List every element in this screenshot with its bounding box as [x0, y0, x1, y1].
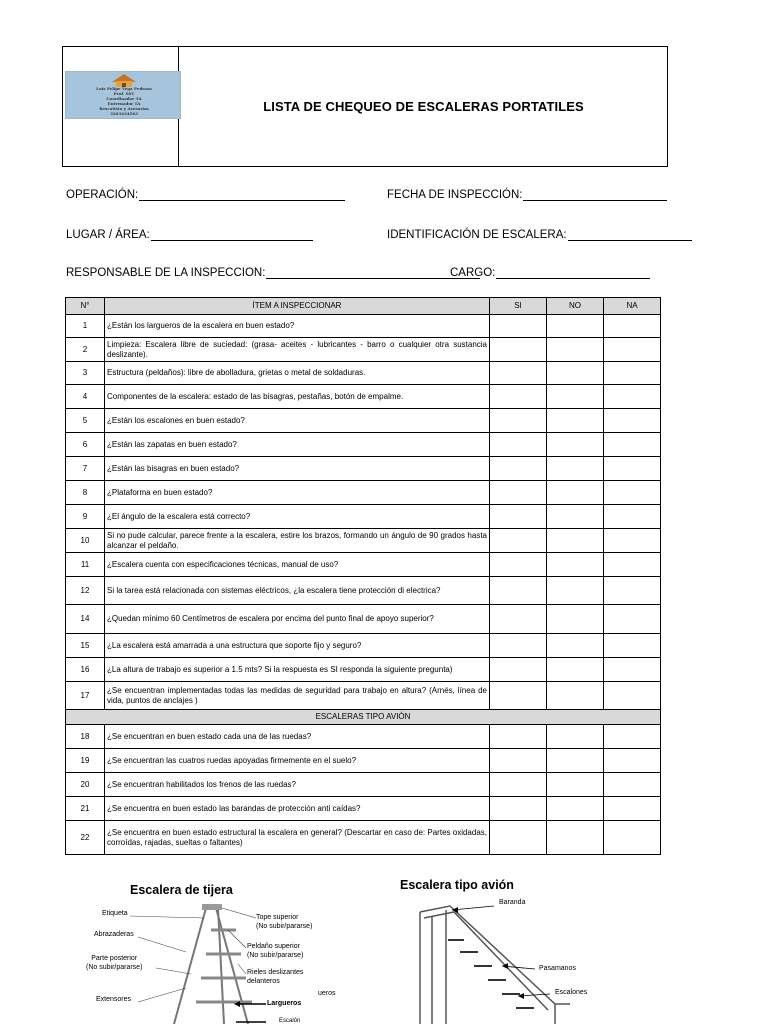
check-cell-na[interactable] [604, 821, 661, 855]
row-number: 17 [66, 682, 105, 710]
row-item: Estructura (peldaños): libre de abolladura, grietas o metal de soldaduras. [105, 362, 490, 385]
identificacion-line[interactable] [568, 229, 692, 241]
row-item: ¿El ángulo de la escalera está correcto? [105, 505, 490, 529]
label-escalon: Escalón [279, 1018, 301, 1024]
lugar-line[interactable] [151, 229, 313, 241]
check-cell-na[interactable] [604, 553, 661, 577]
label-largueros: Largueros [267, 1000, 302, 1007]
checklist-table [65, 297, 661, 855]
row-number: 15 [66, 634, 105, 658]
table-row [66, 725, 661, 749]
row-number: 3 [66, 362, 105, 385]
operacion-line[interactable] [139, 189, 345, 201]
table-row [66, 749, 661, 773]
table-row [66, 605, 661, 634]
check-cell-si[interactable] [490, 385, 547, 409]
row-item: ¿Plataforma en buen estado? [105, 481, 490, 505]
row-item: ¿Están las bisagras en buen estado? [105, 457, 490, 481]
row-number: 8 [66, 481, 105, 505]
check-cell-no[interactable] [547, 433, 604, 457]
label-tope: Tope superior (No subir/pararse) [256, 914, 313, 930]
check-cell-na[interactable] [604, 362, 661, 385]
check-cell-no[interactable] [547, 505, 604, 529]
header-box [62, 46, 668, 167]
check-cell-si[interactable] [490, 773, 547, 797]
check-cell-no[interactable] [547, 338, 604, 362]
check-cell-na[interactable] [604, 725, 661, 749]
table-row [66, 773, 661, 797]
label-peldano: Peldaño superior (No subir/pararse) [247, 943, 304, 959]
row-number: 16 [66, 658, 105, 682]
check-cell-na[interactable] [604, 505, 661, 529]
row-item: Componentes de la escalera: estado de las bisagras, pestañas, botón de empalme. [105, 385, 490, 409]
label-extensores: Extensores [96, 996, 132, 1003]
row-number: 19 [66, 749, 105, 773]
header-si: SI [490, 298, 547, 315]
row-item: ¿La escalera está amarrada a una estructura que soporte fijo y seguro? [105, 634, 490, 658]
check-cell-si[interactable] [490, 505, 547, 529]
table-row [66, 553, 661, 577]
check-cell-si[interactable] [490, 481, 547, 505]
check-cell-si[interactable] [490, 315, 547, 338]
table-row [66, 315, 661, 338]
check-cell-no[interactable] [547, 529, 604, 553]
check-cell-na[interactable] [604, 682, 661, 710]
check-cell-na[interactable] [604, 385, 661, 409]
row-number: 14 [66, 605, 105, 634]
label-ueros: ueros [318, 990, 336, 997]
row-item: ¿Se encuentran implementadas todas las medidas de seguridad para trabajo en altura? (Arnés, línea de vida, puntos de anclajes ) [105, 682, 490, 710]
row-number: 5 [66, 409, 105, 433]
page-title: LISTA DE CHEQUEO DE ESCALERAS PORTATILES [263, 99, 584, 114]
check-cell-no[interactable] [547, 362, 604, 385]
check-cell-si[interactable] [490, 797, 547, 821]
check-cell-na[interactable] [604, 605, 661, 634]
check-cell-si[interactable] [490, 409, 547, 433]
logo-text: Luis Felipe Vega Pedraza Prof. SST Coordinador TA Entrenador TA Rescatista y Asesorías 3203434563 [96, 86, 152, 116]
row-number: 20 [66, 773, 105, 797]
house-icon [110, 73, 138, 87]
check-cell-no[interactable] [547, 725, 604, 749]
row-number: 9 [66, 505, 105, 529]
table-row [66, 409, 661, 433]
check-cell-no[interactable] [547, 821, 604, 855]
row-number: 22 [66, 821, 105, 855]
header-item: ÍTEM A INSPECCIONAR [105, 298, 490, 315]
table-row [66, 658, 661, 682]
check-cell-si[interactable] [490, 658, 547, 682]
responsable-label: RESPONSABLE DE LA INSPECCION: [66, 267, 266, 279]
section-title: ESCALERAS TIPO AVIÓN [66, 710, 661, 725]
table-row [66, 481, 661, 505]
check-cell-si[interactable] [490, 725, 547, 749]
row-item: ¿Se encuentran habilitados los frenos de las ruedas? [105, 773, 490, 797]
check-cell-no[interactable] [547, 605, 604, 634]
identificacion-field[interactable] [387, 229, 692, 241]
check-cell-na[interactable] [604, 457, 661, 481]
lugar-label: LUGAR / ÁREA: [66, 229, 150, 241]
row-item: ¿La altura de trabajo es superior a 1.5 mts? Si la respuesta es SI responda la siguiente pregunta) [105, 658, 490, 682]
row-item: ¿Se encuentran las cuatros ruedas apoyadas firmemente en el suelo? [105, 749, 490, 773]
table-row [66, 634, 661, 658]
row-number: 12 [66, 577, 105, 605]
ladder-avion-drawing [390, 874, 650, 1024]
fecha-line[interactable] [523, 189, 667, 201]
label-abrazaderas: Abrazaderas [94, 931, 134, 938]
table-row [66, 682, 661, 710]
row-number: 18 [66, 725, 105, 749]
diagram-tijera-title: Escalera de tijera [130, 883, 233, 897]
row-item: ¿Están las zapatas en buen estado? [105, 433, 490, 457]
check-cell-na[interactable] [604, 409, 661, 433]
check-cell-si[interactable] [490, 577, 547, 605]
row-item: ¿Están los escalones en buen estado? [105, 409, 490, 433]
fecha-field[interactable] [387, 189, 667, 201]
row-item: ¿Se encuentran en buen estado cada una de las ruedas? [105, 725, 490, 749]
table-row [66, 385, 661, 409]
check-cell-na[interactable] [604, 529, 661, 553]
check-cell-na[interactable] [604, 577, 661, 605]
check-cell-no[interactable] [547, 797, 604, 821]
operacion-label: OPERACIÓN: [66, 189, 139, 201]
check-cell-si[interactable] [490, 682, 547, 710]
section-row [66, 710, 661, 725]
row-item: Limpieza: Escalera libre de suciedad: (grasa- aceites - lubricantes - barro o cualquier otra sustancia deslizante). [105, 338, 490, 362]
check-cell-na[interactable] [604, 658, 661, 682]
row-number: 2 [66, 338, 105, 362]
row-item: Si la tarea está relacionada con sistemas eléctricos, ¿la escalera tiene protección di electrica? [105, 577, 490, 605]
check-cell-si[interactable] [490, 605, 547, 634]
fecha-label: FECHA DE INSPECCIÓN: [387, 189, 523, 201]
table-row [66, 797, 661, 821]
check-cell-si[interactable] [490, 821, 547, 855]
cargo-field[interactable] [450, 267, 650, 279]
table-row [66, 821, 661, 855]
row-item: ¿Están los largueros de la escalera en buen estado? [105, 315, 490, 338]
table-row [66, 505, 661, 529]
check-cell-na[interactable] [604, 634, 661, 658]
diagram-tijera [66, 878, 356, 1024]
label-rieles: Rieles deslizantes delanteros [247, 969, 304, 985]
row-item: ¿Escalera cuenta con especificaciones técnicas, manual de uso? [105, 553, 490, 577]
table-header-row [66, 298, 661, 315]
row-item: ¿Se encuentra en buen estado las barandas de protección anti caídas? [105, 797, 490, 821]
row-number: 4 [66, 385, 105, 409]
check-cell-no[interactable] [547, 682, 604, 710]
table-row [66, 457, 661, 481]
lugar-field[interactable] [66, 229, 313, 241]
check-cell-no[interactable] [547, 409, 604, 433]
label-escalones: Escalones [555, 989, 588, 996]
responsable-line[interactable] [266, 267, 480, 279]
header-n: N° [66, 298, 105, 315]
check-cell-si[interactable] [490, 338, 547, 362]
row-number: 21 [66, 797, 105, 821]
table-row [66, 529, 661, 553]
check-cell-si[interactable] [490, 553, 547, 577]
check-cell-no[interactable] [547, 553, 604, 577]
row-item: ¿Se encuentra en buen estado estructural la escalera en general? (Descartar en caso de: Partes oxidadas, corroídas, rajadas, sueltas o faltantes) [105, 821, 490, 855]
check-cell-no[interactable] [547, 457, 604, 481]
check-cell-na[interactable] [604, 749, 661, 773]
label-pasamanos: Pasamanos [539, 965, 576, 972]
check-cell-na[interactable] [604, 481, 661, 505]
label-parte-posterior: Parte posterior (No subir/pararse) [86, 955, 143, 971]
check-cell-no[interactable] [547, 658, 604, 682]
table-row [66, 338, 661, 362]
operacion-field[interactable] [66, 189, 345, 201]
check-cell-si[interactable] [490, 749, 547, 773]
row-number: 11 [66, 553, 105, 577]
table-row [66, 433, 661, 457]
row-item: Si no pude calcular, parece frente a la escalera, estire los brazos, formando un ángulo de 90 grados hasta alcanzar el peldaño. [105, 529, 490, 553]
check-cell-na[interactable] [604, 773, 661, 797]
identificacion-label: IDENTIFICACIÓN DE ESCALERA: [387, 229, 567, 241]
check-cell-no[interactable] [547, 315, 604, 338]
cargo-label: CARGO: [450, 267, 496, 279]
table-row [66, 577, 661, 605]
check-cell-si[interactable] [490, 634, 547, 658]
diagram-avion-title: Escalera tipo avión [400, 878, 514, 892]
label-etiqueta: Etiqueta [102, 910, 128, 917]
check-cell-na[interactable] [604, 797, 661, 821]
cargo-line[interactable] [496, 267, 650, 279]
header-na: NA [604, 298, 661, 315]
header-no: NO [547, 298, 604, 315]
label-baranda: Baranda [499, 899, 526, 906]
logo-cell [63, 47, 179, 166]
check-cell-si[interactable] [490, 529, 547, 553]
check-cell-no[interactable] [547, 634, 604, 658]
row-number: 6 [66, 433, 105, 457]
table-row [66, 362, 661, 385]
check-cell-no[interactable] [547, 385, 604, 409]
row-number: 7 [66, 457, 105, 481]
check-cell-no[interactable] [547, 481, 604, 505]
check-cell-no[interactable] [547, 577, 604, 605]
responsable-field[interactable] [66, 267, 480, 279]
row-item: ¿Quedan mínimo 60 Centímetros de escalera por encima del punto final de apoyo superior? [105, 605, 490, 634]
row-number: 10 [66, 529, 105, 553]
check-cell-no[interactable] [547, 773, 604, 797]
diagram-avion [390, 874, 650, 1024]
row-number: 1 [66, 315, 105, 338]
check-cell-si[interactable] [490, 457, 547, 481]
check-cell-no[interactable] [547, 749, 604, 773]
check-cell-si[interactable] [490, 433, 547, 457]
check-cell-na[interactable] [604, 433, 661, 457]
company-logo [65, 71, 181, 119]
check-cell-na[interactable] [604, 315, 661, 338]
check-cell-si[interactable] [490, 362, 547, 385]
check-cell-na[interactable] [604, 338, 661, 362]
